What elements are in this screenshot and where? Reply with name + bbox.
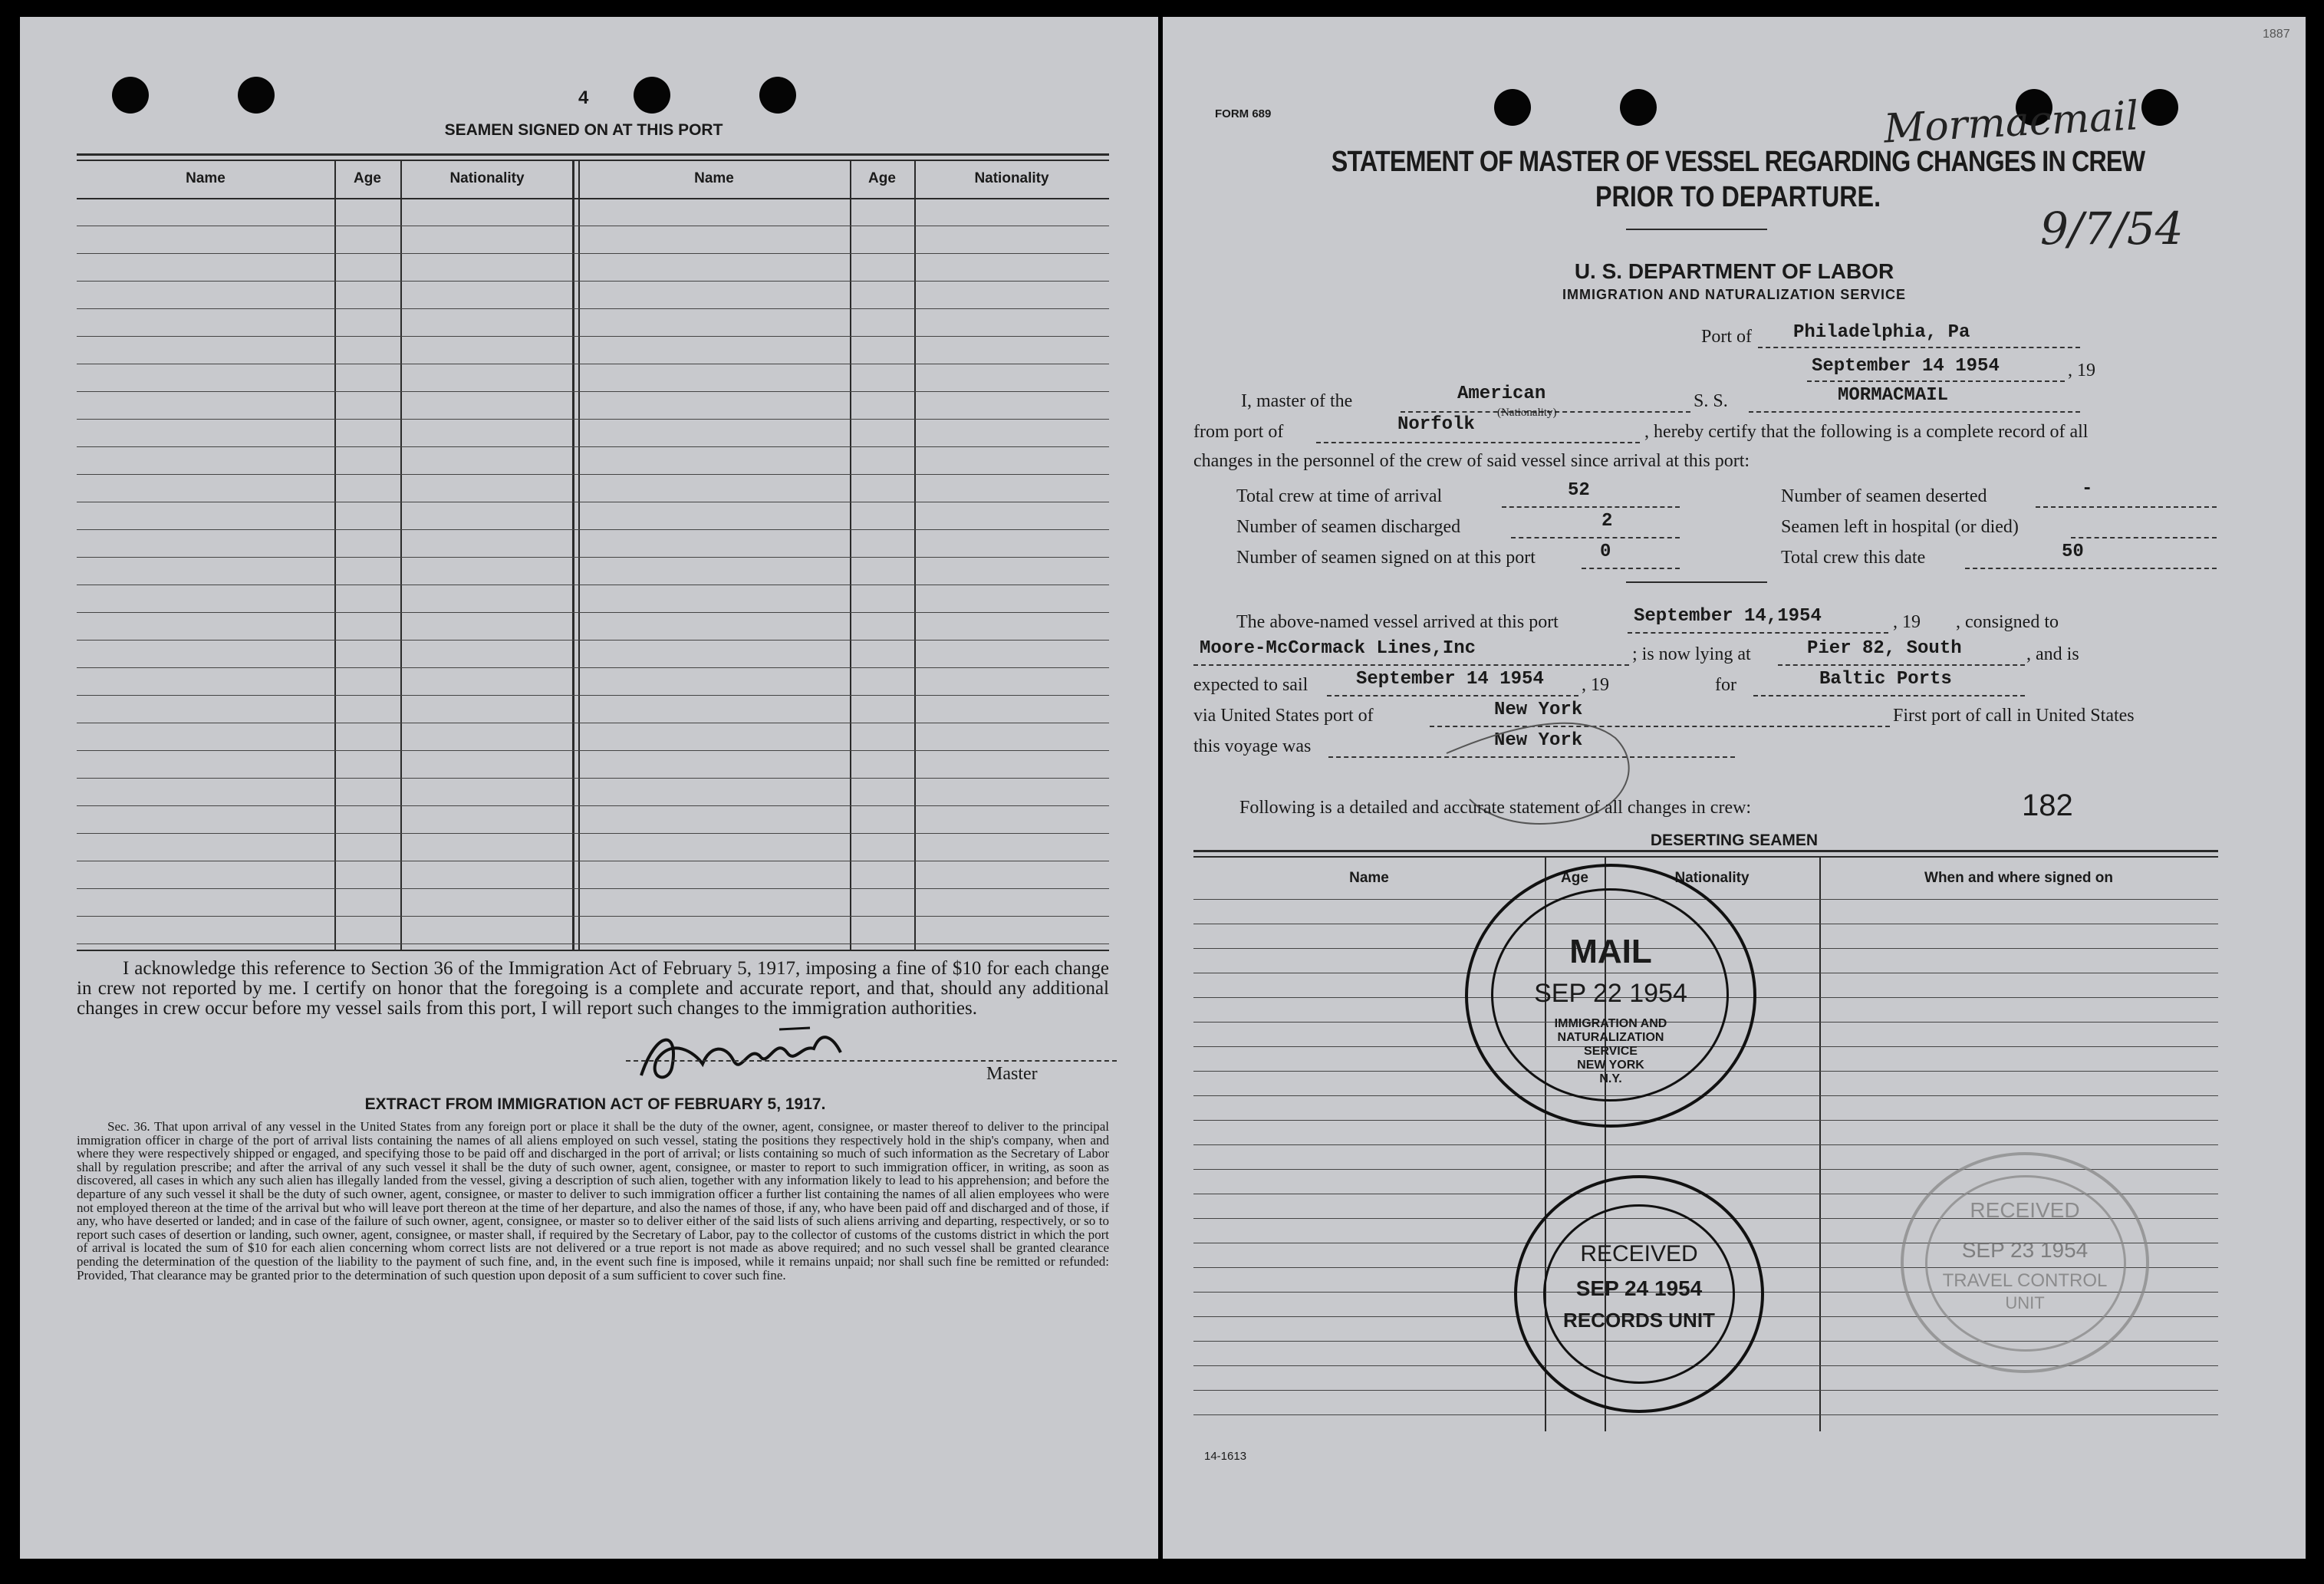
- stamp-mail-line: N.Y.: [1599, 1072, 1622, 1085]
- pier-value: Pier 82, South: [1807, 638, 1962, 659]
- stamp-mail-date: SEP 22 1954: [1534, 979, 1687, 1008]
- stamp-travel-date: SEP 23 1954: [1961, 1238, 2089, 1262]
- left-page: [20, 17, 1158, 1559]
- handwritten-ship-name: Mormacmail: [1882, 93, 2140, 153]
- table-row-line: [77, 667, 1109, 668]
- col-age-header: Age: [354, 170, 381, 186]
- year-suffix: , 19: [2068, 361, 2095, 380]
- table-row-line: [77, 888, 1109, 889]
- extract-text: Sec. 36. That upon arrival of any vessel in the United States from any foreign port or place it shall be the duty of the owner, agent, consignee, or master thereof to deliver to the principal immigration officer in charge of the port of arrival lists containing the names of all aliens employed on such vessel, stating the positions they respectively hold in the ship's company, when and where they were respectively shipped or engaged, and specifying those to be paid off and discharged in the port of arrival; or lists containing so much of such information as the Secretary of Labor shall by regulation prescribe; and after the arrival of any such vessel it shall be the duty of such owner, agent, consignee, or master to report to such immigration officer, in writing, as soon as discovered, all cases in which any such alien has illegally landed from the vessel, giving a description of such alien, together with any information likely to lead to his apprehension; and before the departure of any such vessel it shall be the duty of such owner, agent, consignee, or master to deliver to such immigration officer a further list containing the names of all alien employees who were not employed thereon at the time of the arrival but who will leave port thereon at the time of her departure, and also the names of those, if any, who have been paid off and discharged and of those, if any, who have deserted or landed; and in case of the failure of such owner, agent, consignee, or master so to deliver either of the said lists of such aliens arriving and departing, respectively, or so to report such cases of desertion or landing, such owner, agent, consignee, or master shall, if required by the Secretary of Labor, pay to the collector of customs of the customs district in which the port of arrival is located the sum of $10 for each alien concerning whom correct lists are not delivered or a true report is not made as above required; and no such vessel shall be granted clearance pending the determination of the question of the liability to the payment of such fine, and, in the event such fine is imposed, while it remains unpaid; nor shall such fine be remitted or refunded: Provided, That clearance may be granted prior to the determination of such question upon deposit of a sum sufficient to cover such fine.: [77, 1119, 1109, 1283]
- from-port-value: Norfolk: [1397, 414, 1475, 435]
- changes-text: changes in the personnel of the crew of said vessel since arrival at this port:: [1193, 451, 1750, 471]
- for-label: for: [1715, 675, 1736, 695]
- discharged-value: 2: [1601, 511, 1613, 532]
- signed-on-label: Number of seamen signed on at this port: [1236, 548, 1536, 568]
- punch-hole: [2141, 89, 2178, 126]
- desert-col-signed-on: When and where signed on: [1924, 870, 2113, 886]
- total-crew-arrival-value: 52: [1568, 480, 1590, 501]
- table-row-line: [77, 391, 1109, 392]
- table-row-line: [77, 281, 1109, 282]
- via-port-value: New York: [1494, 700, 1583, 720]
- table-row-line: [77, 833, 1109, 834]
- table-row-line: [77, 253, 1109, 254]
- table-row-line: [77, 695, 1109, 696]
- stamp-travel-title: RECEIVED: [1970, 1198, 2080, 1222]
- discharged-label: Number of seamen discharged: [1236, 517, 1461, 537]
- via-port-label: via United States port of: [1193, 706, 1374, 726]
- port-label: Port of: [1701, 327, 1752, 347]
- desert-col-age: Age: [1561, 870, 1588, 886]
- vessel-name: MORMACMAIL: [1838, 385, 1949, 406]
- deserted-value: -: [2082, 479, 2093, 499]
- destination-value: Baltic Ports: [1819, 669, 1952, 690]
- table-row-line: [1193, 1120, 2218, 1121]
- nationality-caption: (Nationality): [1497, 407, 1557, 419]
- table-row-line: [1193, 1414, 2218, 1415]
- table-row-line: [77, 336, 1109, 337]
- punch-hole: [1494, 89, 1531, 126]
- table-row-line: [77, 805, 1109, 806]
- consigned-label: , consigned to: [1956, 612, 2059, 632]
- form-number: FORM 689: [1215, 107, 1272, 120]
- sail-year: , 19: [1582, 675, 1609, 695]
- col-nationality-header: Nationality: [449, 170, 525, 186]
- table-row-line: [77, 529, 1109, 530]
- stamp-mail-line: NEW YORK: [1577, 1059, 1644, 1072]
- col-name-header: Name: [186, 170, 225, 186]
- stamp-mail-line: IMMIGRATION AND: [1554, 1017, 1667, 1030]
- table-row-line: [77, 916, 1109, 917]
- col-nationality-header: Nationality: [974, 170, 1049, 186]
- punch-hole: [759, 77, 796, 114]
- master-label: Master: [986, 1064, 1038, 1084]
- stamp-records-date: SEP 24 1954: [1575, 1276, 1703, 1300]
- acknowledgement-text: I acknowledge this reference to Section 36 of the Immigration Act of February 5, 1917, imposing a fine of $10 for each change in crew not reported by me. I certify on honor that the foregoing is a complete and accurate report, and that, should any additional changes in crew occur before my vessel sails from this port, I will report such changes to the immigration authorities.: [77, 958, 1109, 1019]
- ss-label: S. S.: [1694, 391, 1728, 411]
- handwritten-date: 9/7/54: [2040, 203, 2184, 255]
- footer-code: 14-1613: [1204, 1450, 1247, 1463]
- consignee-value: Moore-McCormack Lines,Inc: [1200, 638, 1476, 659]
- table-row-line: [77, 612, 1109, 613]
- section-title: SEAMEN SIGNED ON AT THIS PORT: [444, 121, 723, 139]
- punch-hole: [634, 77, 670, 114]
- following-text: Following is a detailed and accurate statement of all changes in crew:: [1239, 798, 1752, 818]
- and-is-label: , and is: [2026, 644, 2079, 664]
- table-row-line: [1193, 1144, 2218, 1145]
- table-row-line: [77, 419, 1109, 420]
- signed-on-value: 0: [1600, 542, 1611, 562]
- form-title: STATEMENT OF MASTER OF VESSEL REGARDING CHANGES IN CREW: [1331, 146, 2145, 178]
- arrived-date: September 14,1954: [1634, 606, 1822, 627]
- port-value: Philadelphia, Pa: [1793, 322, 1970, 343]
- total-today-label: Total crew this date: [1781, 548, 1926, 568]
- voyage-label: this voyage was: [1193, 736, 1312, 756]
- sail-date: September 14 1954: [1356, 669, 1544, 690]
- first-port-label: First port of call in United States: [1893, 706, 2135, 726]
- page-code: 182: [2022, 789, 2073, 822]
- travel-control-stamp: [1901, 1152, 2149, 1373]
- master-of-label: I, master of the: [1241, 391, 1353, 411]
- stamp-mail-line: NATURALIZATION: [1557, 1031, 1664, 1044]
- punch-hole: [238, 77, 275, 114]
- records-unit-stamp: [1514, 1175, 1764, 1413]
- punch-hole: [112, 77, 149, 114]
- table-row-line: [77, 778, 1109, 779]
- table-row-line: [77, 557, 1109, 558]
- master-signature: [626, 1014, 871, 1091]
- form-title-2: PRIOR TO DEPARTURE.: [1595, 181, 1881, 213]
- right-page: [1163, 17, 2306, 1559]
- desert-col-nationality: Nationality: [1674, 870, 1750, 886]
- col-age-header: Age: [868, 170, 896, 186]
- stamp-records-title: RECEIVED: [1580, 1241, 1698, 1266]
- deserted-label: Number of seamen deserted: [1781, 486, 1987, 506]
- service-title: IMMIGRATION AND NATURALIZATION SERVICE: [1562, 287, 1906, 302]
- total-today-value: 50: [2062, 542, 2084, 562]
- desert-col-name: Name: [1349, 870, 1389, 886]
- table-row-line: [77, 446, 1109, 447]
- mail-received-stamp: [1465, 864, 1756, 1128]
- deserting-title: DESERTING SEAMEN: [1650, 832, 1819, 849]
- from-port-label: from port of: [1193, 422, 1284, 442]
- lying-at-label: ; is now lying at: [1632, 644, 1751, 664]
- stamp-travel-line1: TRAVEL CONTROL: [1942, 1270, 2108, 1291]
- arrived-label: The above-named vessel arrived at this port: [1236, 612, 1559, 632]
- department-title: U. S. DEPARTMENT OF LABOR: [1574, 259, 1894, 283]
- punch-hole: [1620, 89, 1657, 126]
- arrived-year: , 19: [1893, 612, 1921, 632]
- table-row-line: [77, 943, 1109, 944]
- page-number: 4: [578, 87, 589, 108]
- stamp-mail-line: SERVICE: [1584, 1045, 1638, 1058]
- nationality-value: American: [1457, 384, 1546, 404]
- first-port-value: New York: [1494, 730, 1583, 751]
- table-row-line: [77, 640, 1109, 641]
- extract-title: EXTRACT FROM IMMIGRATION ACT OF FEBRUARY 5, 1917.: [364, 1095, 826, 1113]
- table-row-line: [77, 308, 1109, 309]
- expected-label: expected to sail: [1193, 675, 1308, 695]
- table-row-line: [77, 750, 1109, 751]
- table-row-line: [77, 474, 1109, 475]
- total-crew-arrival-label: Total crew at time of arrival: [1236, 486, 1443, 506]
- hospital-label: Seamen left in hospital (or died): [1781, 517, 2019, 537]
- stamp-mail-title: MAIL: [1569, 933, 1652, 970]
- certify-text: , hereby certify that the following is a complete record of all: [1644, 422, 2089, 442]
- stamp-travel-line2: UNIT: [2005, 1293, 2045, 1312]
- stamp-records-unit: RECORDS UNIT: [1563, 1309, 1715, 1332]
- date-value: September 14 1954: [1812, 356, 2000, 377]
- col-name-header: Name: [694, 170, 734, 186]
- corner-mark: 1887: [2263, 28, 2290, 41]
